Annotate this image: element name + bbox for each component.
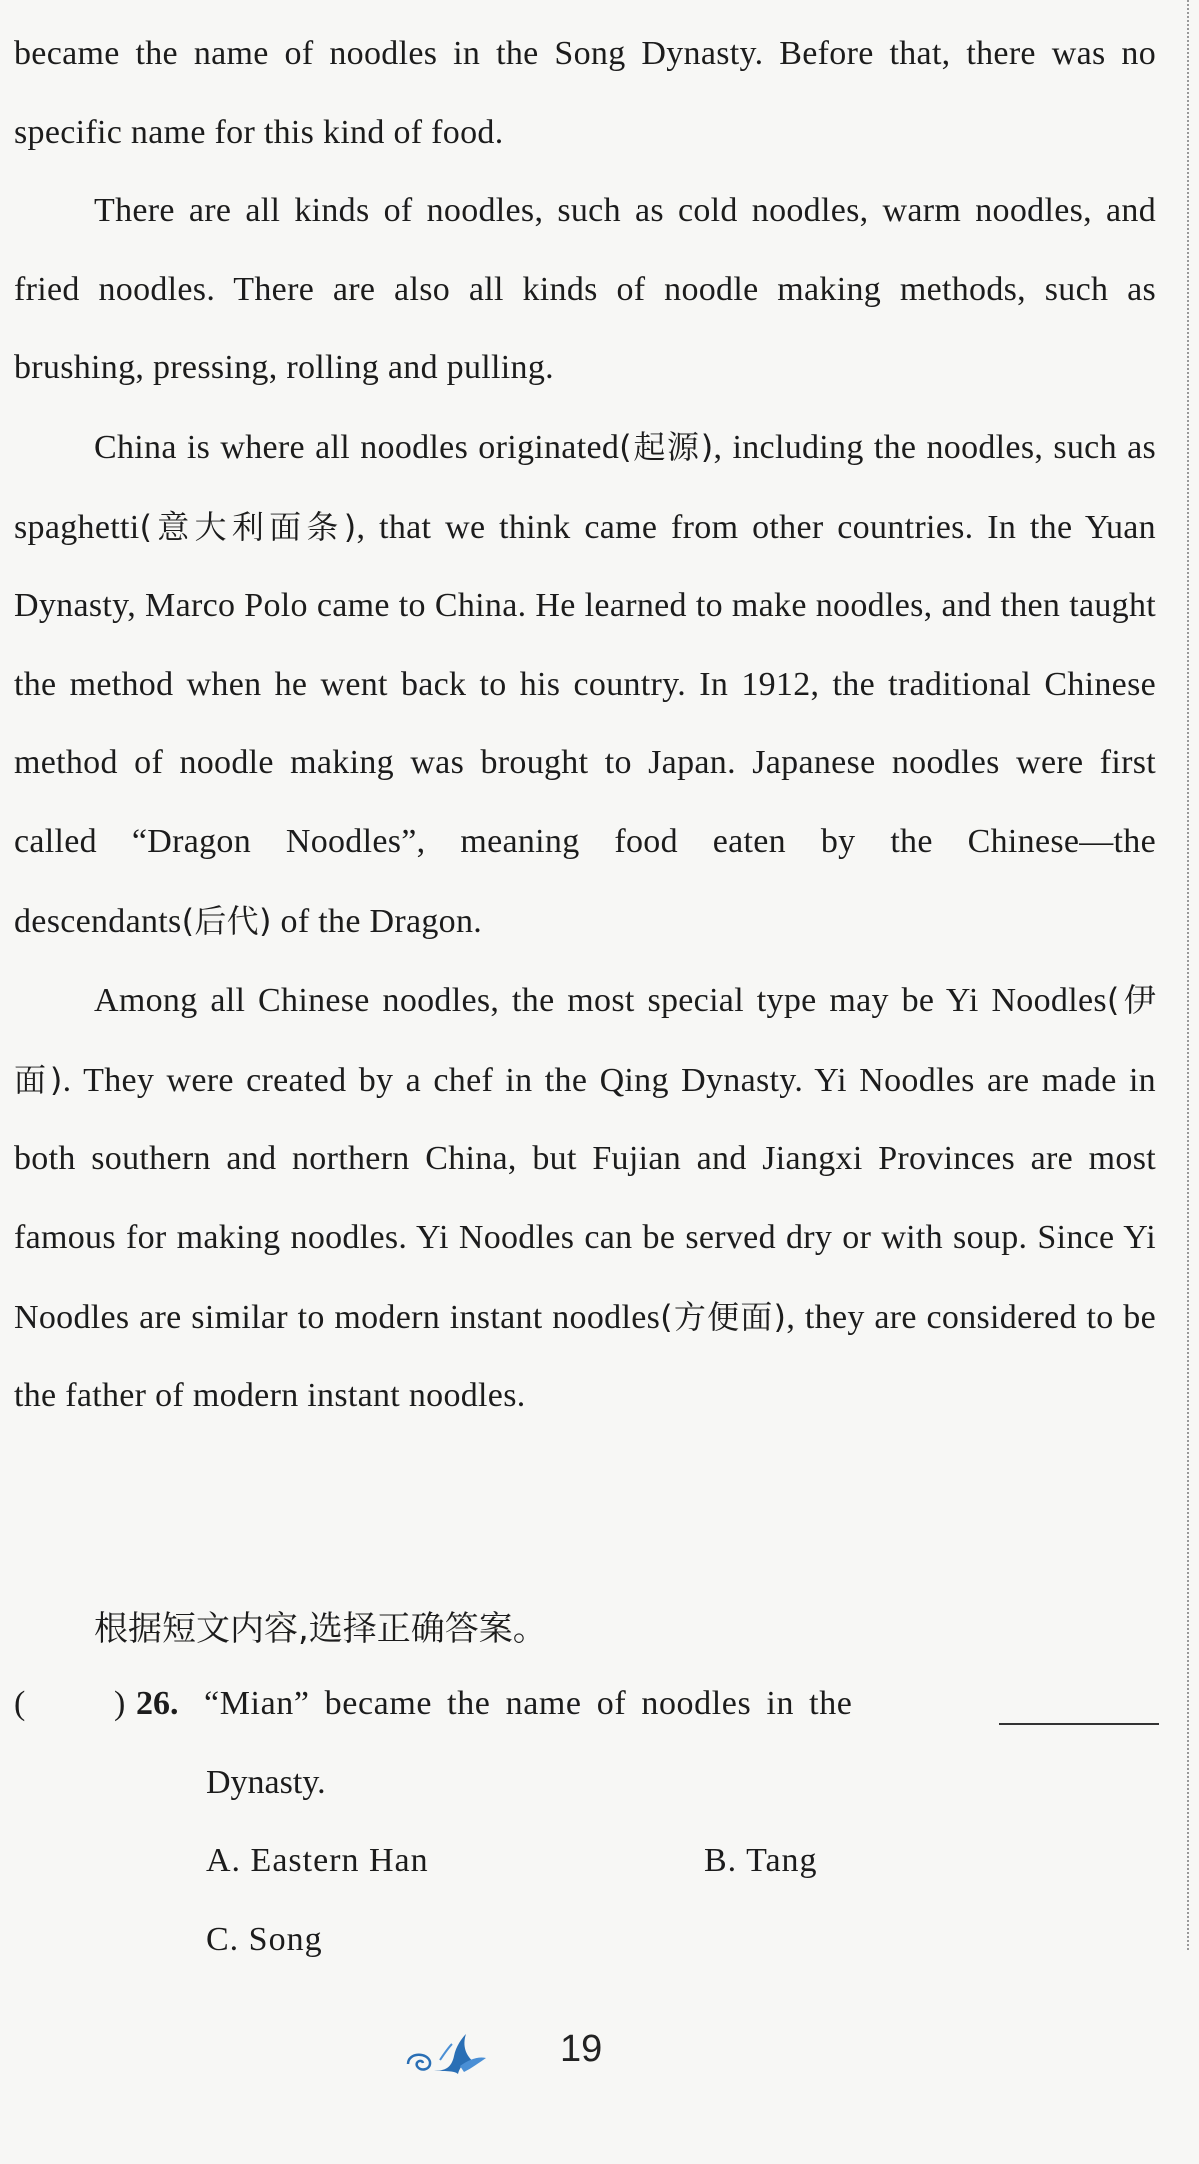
paragraph-1: became the name of noodles in the Song Dynasty. Before that, there was no specific name for this kind of food. (14, 35, 1156, 151)
paragraph-2: There are all kinds of noodles, such as cold noodles, warm noodles, and fried noodles. There are also all kinds of noodle making methods, such as brushing, pressing, rolling and pulling. (14, 192, 1156, 387)
option-a[interactable]: A. Eastern Han (206, 1842, 429, 1879)
option-b[interactable]: B. Tang (704, 1842, 818, 1879)
swirl-bird-logo-icon (400, 2026, 490, 2082)
answer-paren-right: ) (114, 1685, 126, 1722)
paragraph-3 (14, 408, 1156, 961)
instruction-text: 根据短文内容,选择正确答案。 (94, 1609, 547, 1649)
paragraph-3-text-d: of the Dragon. (271, 902, 483, 940)
page (14, 0, 1156, 2164)
option-c[interactable]: C. Song (206, 1921, 323, 1958)
question-text: “Mian” became the name of noodles in the (204, 1685, 853, 1722)
paragraph-4 (14, 961, 1156, 1436)
gloss-origin: (起源) (619, 427, 714, 466)
question-continuation: Dynasty. (206, 1764, 326, 1801)
paragraph-3-text-b: , including the noodles, such as spaghetti (14, 428, 1156, 546)
gloss-spaghetti: (意大利面条) (139, 507, 357, 546)
page-footer (400, 2020, 660, 2090)
gloss-yi-noodles: (伊面) (14, 981, 1156, 1099)
page-number: 19 (560, 2028, 603, 2070)
paragraph-4-text-b: . They were created by a chef in the Qing Dynasty. Yi Noodles are made in both southern and northern China, but Fujian and Jiangxi Provinces are most famous for making noodles. Yi Noodles can be served dry or with soup. Since Yi Noodles are similar to modern instant noodles (14, 1061, 1156, 1336)
answer-paren-left[interactable]: ( (14, 1685, 26, 1722)
gloss-instant-noodles: (方便面) (660, 1297, 787, 1336)
paragraph-4-text-c: , they are considered to be the father of modern instant noodles. (14, 1298, 1156, 1415)
answer-blank[interactable] (999, 1723, 1159, 1725)
paragraph-3-text-c: , that we think came from other countries. In the Yuan Dynasty, Marco Polo came to China. He learned to make noodles, and then taught the method when he went back to his country. In 1912, the traditional Chinese method of noodle making was brought to Japan. Japanese noodles were first called “Dragon Noodles”, meaning food eaten by the Chinese—the descendants (14, 508, 1156, 940)
gloss-descendants: (后代) (181, 901, 272, 940)
paragraph-3-text-a: China is where all noodles originated (94, 428, 620, 466)
passage (14, 15, 1156, 1436)
question-number: 26. (136, 1685, 179, 1722)
dotted-margin-line (1187, 0, 1189, 1950)
paragraph-4-text-a: Among all Chinese noodles, the most special type may be Yi Noodles (94, 982, 1107, 1020)
